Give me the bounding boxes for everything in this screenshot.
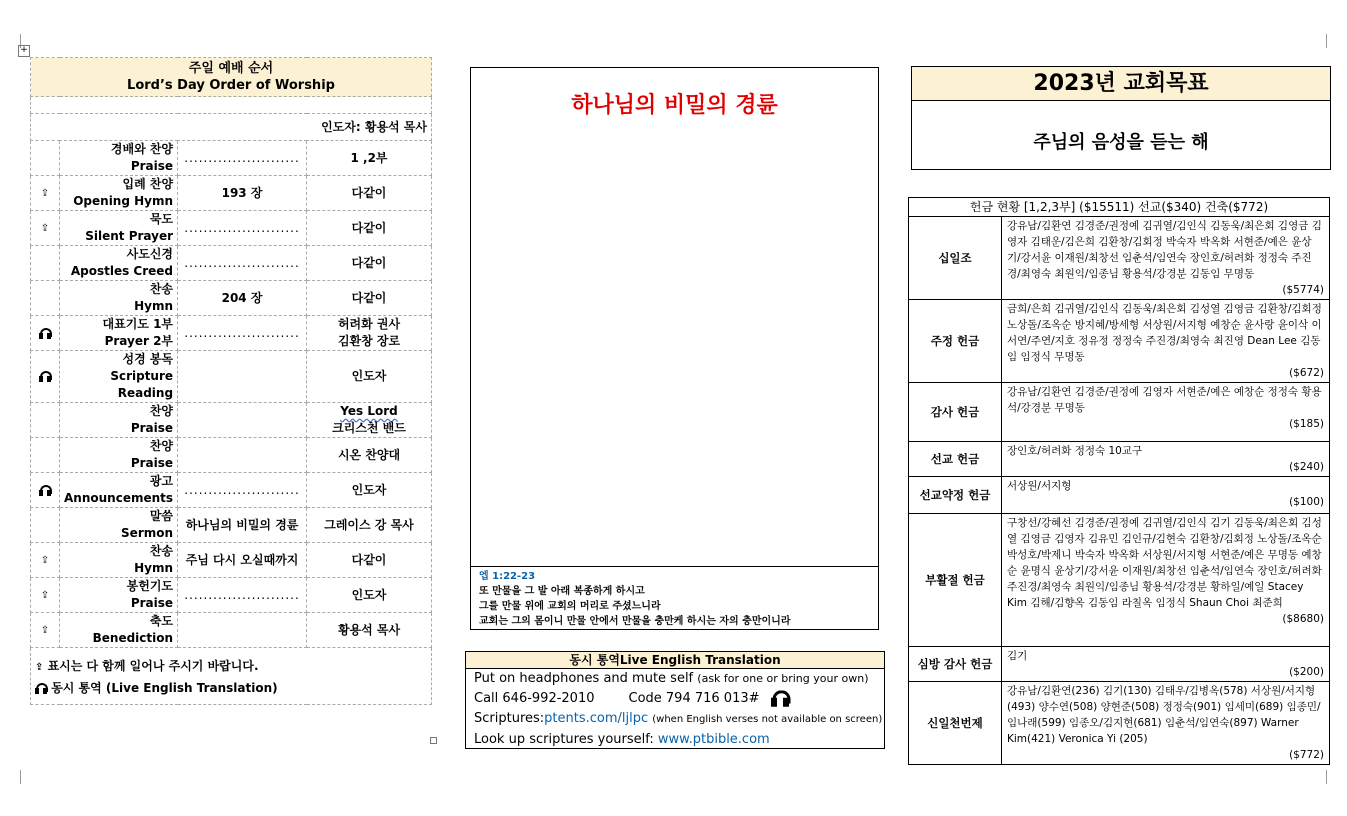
row-leader: 다같이 [307,281,432,316]
offering-row [909,477,1330,514]
row-name: 묵도 Silent Prayer [60,211,178,246]
worship-row [31,543,432,578]
row-name: 입례 찬양 Opening Hymn [60,176,178,211]
corner-mark [1326,34,1341,48]
row-detail [178,403,307,438]
headphones-icon [39,371,51,382]
offering-amount: ($185) [1289,418,1324,430]
worship-row [31,211,432,246]
sermon-box [470,67,879,630]
row-name: 대표기도 1부 Prayer 2부 [60,316,178,351]
headphones-icon [39,485,51,496]
table-resize-handle[interactable] [430,737,437,744]
worship-row [31,351,432,403]
offering-category: 십일조 [909,217,1002,300]
row-icon [31,578,60,613]
worship-row [31,473,432,508]
row-icon [31,351,60,403]
row-name: 광고 Announcements [60,473,178,508]
offering-names: 강유남/김환연 김경준/권정예 김영자 서현준/예은 예창순 정정숙 황용석/강경분 무명동 ($185) [1002,383,1330,442]
row-detail: ........................ [178,211,307,246]
offering-header: 헌금 현황 [1,2,3부] ($15511) 선교($340) 건축($772) [909,198,1330,217]
worship-row [31,403,432,438]
scripture-reference: 엡 1:22-23 [479,571,536,582]
offering-row [909,383,1330,442]
worship-notes: ⇪ 표시는 다 함께 일어나 주시기 바랍니다. 동시 통역 (Live English Translation) [31,648,432,705]
row-detail: 204 장 [178,281,307,316]
row-icon [31,141,60,176]
scriptures-link[interactable]: ptents.com/ljlpc [544,711,649,726]
offering-amount: ($5774) [1282,284,1324,296]
worship-row [31,141,432,176]
offering-category: 부활절 헌금 [909,514,1002,647]
row-name: 찬양 Praise [60,403,178,438]
row-leader: 다같이 [307,176,432,211]
worship-leader: 인도자: 황용석 목사 [31,114,432,141]
offering-names: 장인호/허려화 정정숙 10교구 ($240) [1002,442,1330,477]
row-leader: 인도자 [307,351,432,403]
row-name: 봉헌기도 Praise [60,578,178,613]
row-detail: ........................ [178,141,307,176]
worship-row [31,508,432,543]
row-detail: ........................ [178,316,307,351]
offering-category: 감사 헌금 [909,383,1002,442]
worship-row [31,176,432,211]
row-leader: Yes Lord 크리스천 밴드 [307,403,432,438]
call-number: Call 646-992-2010 [474,691,595,706]
row-leader: 허려화 권사 김환창 장로 [307,316,432,351]
stand-icon: ⇪ [40,625,50,636]
offering-names: 강유남/김환연 김경준/권정예 김귀열/김인식 김동욱/최은회 김영금 김영자 김태운/김은희 김환창/김회정 박숙자 박옥화 서현준/예은 윤상기/강서윤 이재원/최창선 임춘석/임연숙 장인호/허려화 정정숙 주진경/최영숙 최원익/임종님 황용석/강경분 김동임 무명동 ($5774) [1002,217,1330,300]
offering-amount: ($240) [1289,461,1324,473]
row-icon [31,246,60,281]
offering-names: 김기 ($200) [1002,647,1330,682]
worship-row [31,281,432,316]
row-detail [178,613,307,648]
row-icon [31,281,60,316]
worship-row [31,578,432,613]
scripture-verse: 엡 1:22-23 또 만물을 그 발 아래 복종하게 하시고 그를 만물 위에 교회의 머리로 주셨느니라 교회는 그의 몸이니 만물 안에서 만물을 충만케 하시는 자의 충만이니라 [471,566,878,631]
row-detail: 193 장 [178,176,307,211]
row-leader: 1 ,2부 [307,141,432,176]
offering-category: 심방 감사 헌금 [909,647,1002,682]
stand-icon: ⇪ [40,555,50,566]
row-detail [178,438,307,473]
row-detail: 하나님의 비밀의 경륜 [178,508,307,543]
row-leader: 인도자 [307,578,432,613]
row-leader: 황용석 목사 [307,613,432,648]
offering-category: 주정 헌금 [909,300,1002,383]
offering-row [909,442,1330,477]
offering-row [909,682,1330,765]
row-detail: 주님 다시 오실때까지 [178,543,307,578]
offering-category: 선교약정 헌금 [909,477,1002,514]
row-detail: ........................ [178,578,307,613]
worship-row [31,613,432,648]
church-goal-box [911,66,1331,170]
offering-row [909,217,1330,300]
sermon-title: 하나님의 비밀의 경륜 [571,93,778,118]
row-name: 말씀 Sermon [60,508,178,543]
offering-amount: ($772) [1289,749,1324,761]
worship-row [31,438,432,473]
offering-table [908,197,1330,765]
row-leader: 시온 찬양대 [307,438,432,473]
headphones-icon [35,683,47,694]
row-name: 찬송 Hymn [60,281,178,316]
row-name: 사도신경 Apostles Creed [60,246,178,281]
row-name: 찬송 Hymn [60,543,178,578]
worship-row [31,316,432,351]
ptbible-link[interactable]: www.ptbible.com [657,732,770,747]
row-leader: 다같이 [307,211,432,246]
row-icon [31,211,60,246]
offering-row [909,300,1330,383]
corner-mark [6,770,21,784]
row-detail: ........................ [178,473,307,508]
offering-amount: ($100) [1289,496,1324,508]
row-detail: ........................ [178,246,307,281]
live-translation-header: 동시 통역Live English Translation [466,652,884,669]
row-name: 성경 봉독 Scripture Reading [60,351,178,403]
offering-amount: ($200) [1289,666,1324,678]
stand-icon: ⇪ [35,661,44,673]
offering-category: 신일천번제 [909,682,1002,765]
row-icon [31,613,60,648]
offering-amount: ($8680) [1282,613,1324,625]
table-move-handle[interactable]: + [18,45,30,57]
goal-year: 2023년 교회목표 [912,67,1330,101]
row-leader: 그레이스 강 목사 [307,508,432,543]
offering-names: 서상원/서지형 ($100) [1002,477,1330,514]
row-leader: 인도자 [307,473,432,508]
headphones-icon [771,690,789,707]
row-icon [31,316,60,351]
row-name: 축도 Benediction [60,613,178,648]
live-translation-box: 동시 통역Live English Translation Put on headphones and mute self (ask for one or bring your own) Call 646-992-2010 Code 794 716 013# Scriptures:ptents.com/ljlpc (when English verses not available on screen) Look up scriptures yourself: www.ptbible.com [465,651,885,749]
offering-names: 구창선/강혜선 김경준/권정예 김귀열/김인식 김기 김동욱/최은회 김성열 김영금 김영자 김유민 김인규/김현숙 김환창/김회정 노상돌/조옥순 박성호/박제니 박숙자 박옥화 서상원/서지형 서현준/예은 무명동 예창순 윤명식 윤상기/강서윤 이재원/최창선 임춘석/임연숙 장인호/허려화 주진경/최영숙 최원익/임종님 황용석/강경분 황하일/예일 Stacey Kim 김해/김향옥 김동임 라칠옥 임정식 Shaun Choi 최준희 ($8680) [1002,514,1330,647]
row-name: 찬양 Praise [60,438,178,473]
worship-order-table [30,57,432,705]
row-icon [31,438,60,473]
headphones-icon [39,328,51,339]
offering-names: 강유남/김환연(236) 김기(130) 김태우/김병옥(578) 서상원/서지형(493) 양수연(508) 양현준(508) 정정숙(901) 임세미(689) 임종민/임나래(599) 임종오/김지현(681) 임춘석/임연숙(897) Warner Kim(421) Veronica Yi (205) ($772) [1002,682,1330,765]
corner-mark [1326,770,1341,784]
row-icon [31,473,60,508]
row-icon [31,543,60,578]
stand-icon: ⇪ [40,188,50,199]
stand-icon: ⇪ [40,223,50,234]
row-leader: 다같이 [307,543,432,578]
row-name: 경배와 찬양 Praise [60,141,178,176]
worship-row [31,246,432,281]
worship-title: 주일 예배 순서 Lord’s Day Order of Worship [31,58,432,97]
offering-category: 선교 헌금 [909,442,1002,477]
row-detail [178,351,307,403]
row-icon [31,176,60,211]
stand-icon: ⇪ [40,590,50,601]
row-icon [31,508,60,543]
offering-row [909,647,1330,682]
goal-motto: 주님의 음성을 듣는 해 [1033,132,1209,153]
call-code: Code 794 716 013# [628,691,760,706]
offering-names: 금희/은희 김귀열/김인식 김동욱/최은회 김성열 김영금 김환창/김회정 노상돌/조옥순 방지혜/방세형 서상원/서지형 예창순 윤사랑 윤이삭 이서연/주연/지호 정유정 정정숙 주진경/최영숙 최진영 Dean Lee 김동임 임정식 무명동 ($672) [1002,300,1330,383]
row-leader: 다같이 [307,246,432,281]
offering-row [909,514,1330,647]
offering-amount: ($672) [1289,367,1324,379]
row-icon [31,403,60,438]
